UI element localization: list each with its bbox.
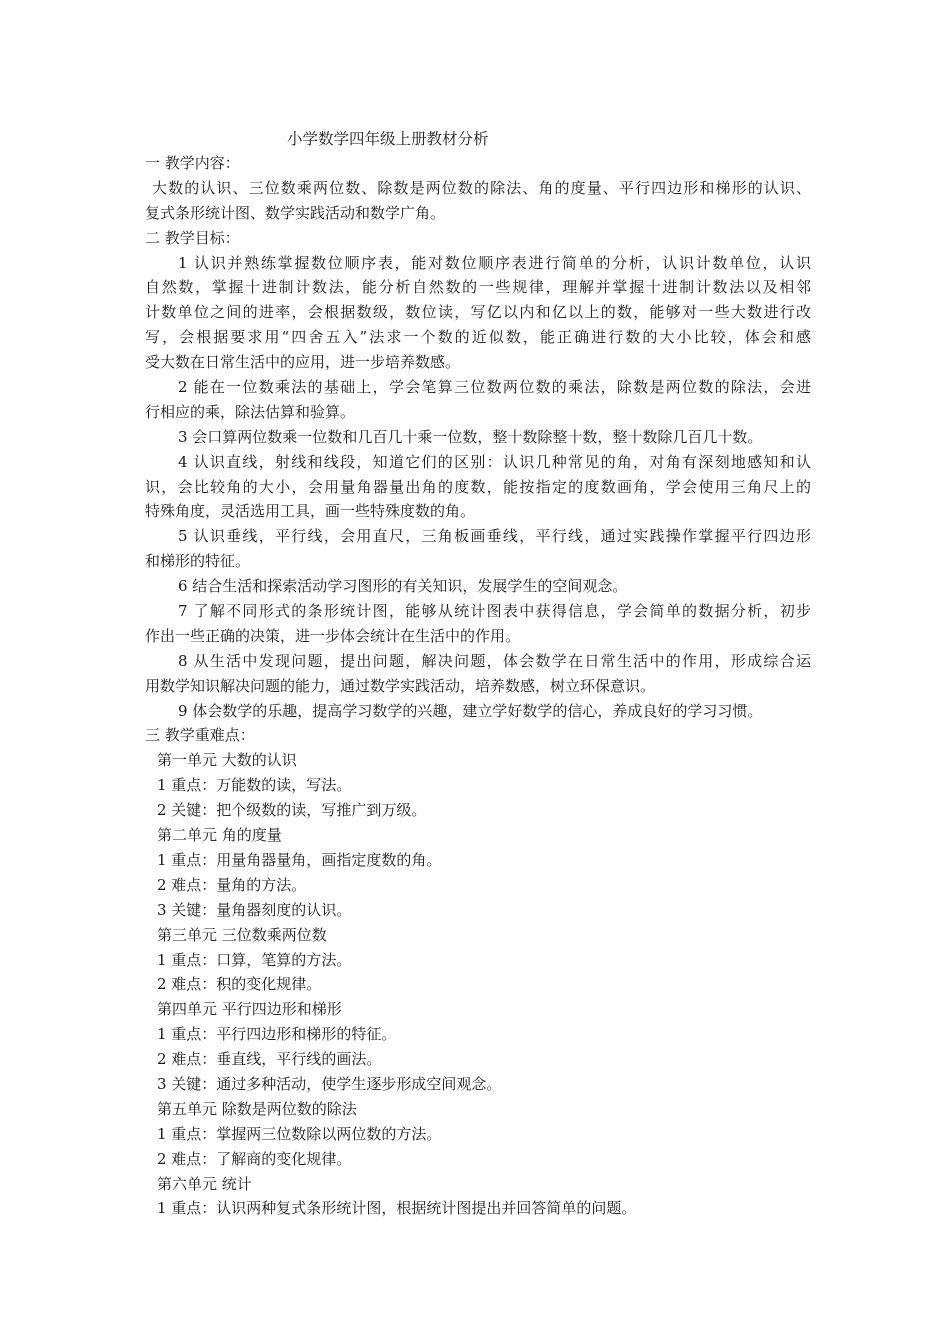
- goal-3-line: 3 会口算两位数乘一位数和几百几十乘一位数，整十数除整十数，整十数除几百几十数。: [178, 427, 763, 446]
- goal-2-line: 2 能在一位数乘法的基础上，学会笔算三位数两位数的乘法，除数是两位数的除法，会进: [178, 378, 811, 397]
- content-line: 大数的认识、三位数乘两位数、除数是两位数的除法、角的度量、平行四边形和梯形的认识、: [152, 178, 811, 197]
- section-heading-keypoints: 三 教学重难点：: [145, 726, 255, 745]
- document-body: [145, 151, 811, 1221]
- document-title: 小学数学四年级上册教材分析: [287, 130, 489, 148]
- unit-item: 2 难点：了解商的变化规律。: [157, 1149, 352, 1168]
- unit-item: 3 关键：通过多种活动，使学生逐步形成空间观念。: [157, 1074, 502, 1093]
- unit-title: 第五单元 除数是两位数的除法: [157, 1099, 357, 1118]
- unit-title: 第三单元 三位数乘两位数: [157, 925, 327, 944]
- goal-2-line: 行相应的乘，除法估算和验算。: [145, 402, 356, 421]
- goal-5-line: 5 认识垂线，平行线，会用直尺，三角板画垂线，平行线，通过实践操作掌握平行四边形: [178, 527, 811, 546]
- goal-1-line: 1 认识并熟练掌握数位顺序表，能对数位顺序表进行简单的分析，认识计数单位，认识: [178, 253, 811, 272]
- goal-9-line: 9 体会数学的乐趣，提高学习数学的兴趣，建立学好数学的信心，养成良好的学习习惯。: [178, 701, 763, 720]
- unit-item: 1 重点：平行四边形和梯形的特征。: [157, 1025, 397, 1044]
- goal-6-line: 6 结合生活和探索活动学习图形的有关知识，发展学生的空间观念。: [178, 577, 628, 596]
- unit-item: 1 重点：口算，笔算的方法。: [157, 950, 352, 969]
- goal-8-line: 用数学知识解决问题的能力，通过数学实践活动，培养数感，树立环保意识。: [145, 676, 656, 695]
- unit-item: 2 难点：量角的方法。: [157, 875, 307, 894]
- goal-4-line: 特殊角度，灵活选用工具，画一些特殊度数的角。: [145, 502, 476, 521]
- section-heading-goals: 二 教学目标：: [145, 228, 240, 247]
- unit-title: 第二单元 角的度量: [157, 826, 282, 845]
- unit-item: 1 重点：用量角器量角，画指定度数的角。: [157, 850, 442, 869]
- goal-4-line: 识，会比较角的大小，会用量角器量出角的度数，能按指定的度数画角，学会使用三角尺上的: [145, 477, 811, 496]
- unit-item: 1 重点：掌握两三位数除以两位数的方法。: [157, 1124, 442, 1143]
- goal-7-line: 作出一些正确的决策，进一步体会统计在生活中的作用。: [145, 626, 521, 645]
- unit-item: 2 关键：把个级数的读，写推广到万级。: [157, 801, 427, 820]
- unit-title: 第四单元 平行四边形和梯形: [157, 1000, 342, 1019]
- unit-item: 2 难点：垂直线，平行线的画法。: [157, 1050, 382, 1069]
- goal-1-line: 自然数，掌握十进制计数法，能分析自然数的一些规律，理解并掌握十进制计数法以及相邻: [145, 278, 811, 297]
- unit-item: 3 关键：量角器刻度的认识。: [157, 900, 352, 919]
- goal-5-line: 和梯形的特征。: [145, 552, 251, 571]
- unit-item: 1 重点：万能数的读，写法。: [157, 776, 352, 795]
- unit-item: 1 重点：认识两种复式条形统计图，根据统计图提出并回答简单的问题。: [157, 1199, 637, 1218]
- goal-1-line: 计数单位之间的进率，会根据数级，数位读，写亿以内和亿以上的数，能够对一些大数进行改: [145, 303, 811, 322]
- unit-title: 第六单元 统计: [157, 1174, 252, 1193]
- unit-item: 2 难点：积的变化规律。: [157, 975, 322, 994]
- goal-4-line: 4 认识直线，射线和线段，知道它们的区别：认识几种常见的角，对角有深刻地感知和认: [178, 452, 811, 471]
- unit-title: 第一单元 大数的认识: [157, 751, 297, 770]
- goal-8-line: 8 从生活中发现问题，提出问题，解决问题，体会数学在日常生活中的作用，形成综合运: [178, 651, 811, 670]
- goal-1-line: 写，会根据要求用“四舍五入”法求一个数的近似数，能正确进行数的大小比较，体会和感: [145, 328, 811, 347]
- content-line: 复式条形统计图、数学实践活动和数学广角。: [145, 203, 446, 222]
- section-heading-content: 一 教学内容：: [145, 154, 240, 172]
- goal-1-line: 受大数在日常生活中的应用，进一步培养数感。: [145, 353, 461, 372]
- goal-7-line: 7 了解不同形式的条形统计图，能够从统计图表中获得信息，学会简单的数据分析，初步: [178, 602, 811, 621]
